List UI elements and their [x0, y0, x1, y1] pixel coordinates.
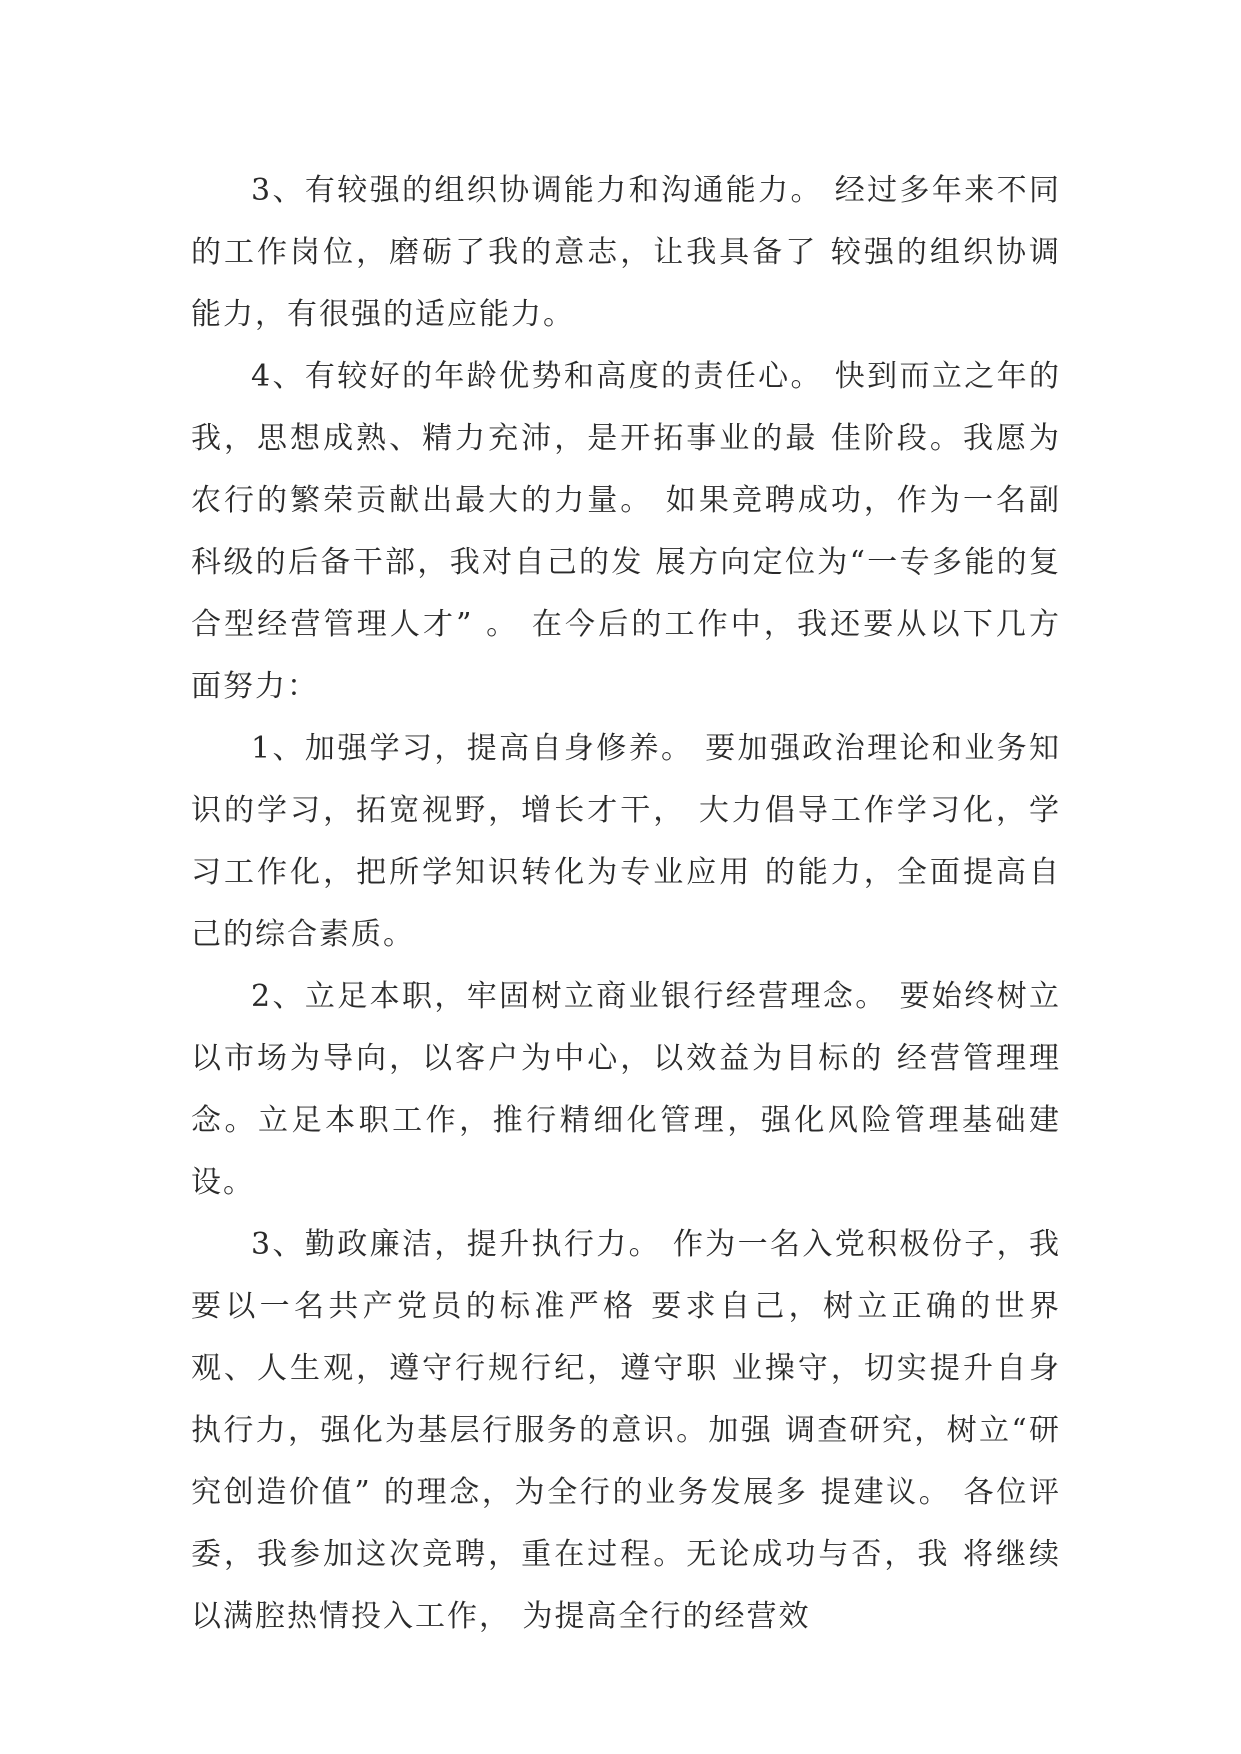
paragraph-organization-ability: 3、有较强的组织协调能力和沟通能力。 经过多年来不同的工作岗位，磨砺了我的意志，让我具备了 较强的组织协调能力，有很强的适应能力。: [191, 173, 1061, 332]
paragraph-business-philosophy: 2、立足本职，牢固树立商业银行经营理念。 要始终树立以市场为导向，以客户为中心，以效益为目标的 经营管理理念。立足本职工作，推行精细化管理，强化风险管理基础建设。: [191, 979, 1061, 1200]
document-body: [191, 160, 1061, 1648]
paragraph-integrity-execution: 3、勤政廉洁，提升执行力。 作为一名入党积极份子，我要以一名共产党员的标准严格 要求自己，树立正确的世界观、人生观，遵守行规行纪，遵守职 业操守，切实提升自身执行力，强化为基层行服务的意识。加强 调查研究，树立“研究创造价值” 的理念，为全行的业务发展多 提建议。 各位评委，我参加这次竞聘，重在过程。无论成功与否，我 将继续以满腔热情投入工作， 为提高全行的经营效: [191, 1227, 1061, 1634]
paragraph-age-responsibility: 4、有较好的年龄优势和高度的责任心。 快到而立之年的我，思想成熟、精力充沛，是开拓事业的最 佳阶段。我愿为农行的繁荣贡献出最大的力量。 如果竞聘成功，作为一名副科级的后备干部，我对自己的发 展方向定位为“一专多能的复合型经营管理人才” 。 在今后的工作中，我还要从以下几方面努力：: [191, 359, 1061, 704]
paragraph-strengthen-learning: 1、加强学习，提高自身修养。 要加强政治理论和业务知识的学习，拓宽视野，增长才干， 大力倡导工作学习化，学习工作化，把所学知识转化为专业应用 的能力，全面提高自己的综合素质。: [191, 731, 1061, 952]
